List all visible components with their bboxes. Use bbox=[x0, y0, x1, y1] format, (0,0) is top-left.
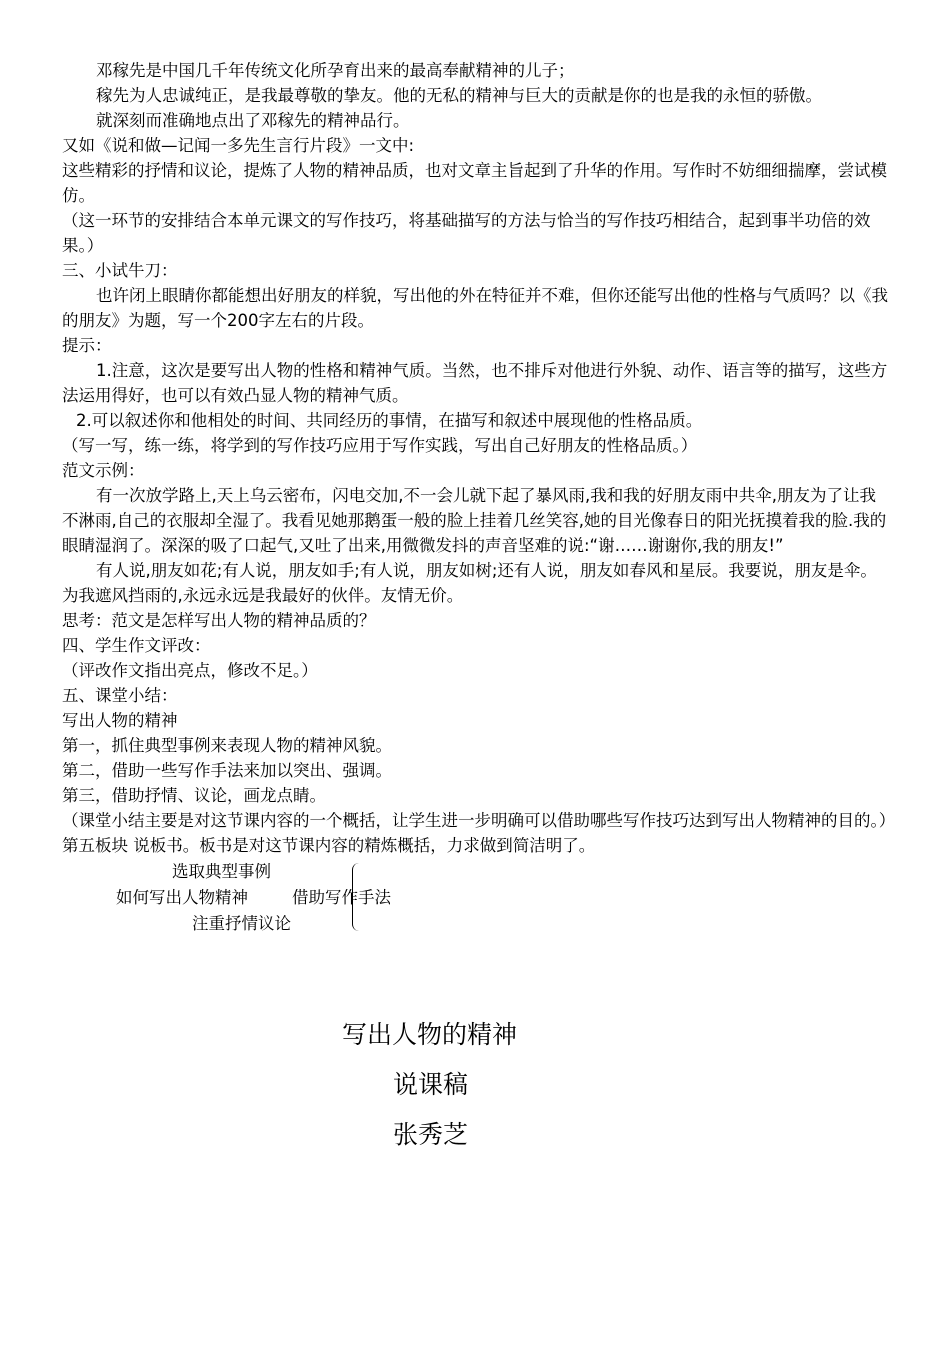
paragraph: 稼先为人忠诚纯正，是我最尊敬的挚友。他的无私的精神与巨大的贡献是你的也是我的永恒的骄傲。 bbox=[96, 86, 822, 105]
paragraph: 第一，抓住典型事例来表现人物的精神风貌。 bbox=[62, 736, 392, 755]
paragraph: 有一次放学路上,天上乌云密布，闪电交加,不一会儿就下起了暴风雨,我和我的好朋友雨中共伞,朋友为了让我不淋雨,自己的衣服却全湿了。我看见她那鹅蛋一般的脸上挂着几丝笑容,她的目光像春日的阳光抚摸着我的脸.我的眼睛湿润了。深深的吸了口起气,又吐了出来,用微微发抖的声音坚难的说:“谢……谢谢你,我的朋友!” bbox=[62, 486, 887, 555]
paragraph: 第五板块 说板书。板书是对这节课内容的精炼概括，力求做到简洁明了。 bbox=[62, 836, 596, 855]
board-item: 借助写作手法 bbox=[292, 888, 391, 907]
paragraph: 第二，借助一些写作手法来加以突出、强调。 bbox=[62, 761, 392, 780]
paragraph: （写一写，练一练，将学到的写作技巧应用于写作实践，写出自己好朋友的性格品质。） bbox=[62, 436, 698, 455]
section-heading: 五、课堂小结： bbox=[62, 686, 178, 705]
list-item: 2.可以叙述你和他相处的时间、共同经历的事情，在描写和叙述中展现他的性格品质。 bbox=[76, 411, 703, 430]
paragraph: 第三，借助抒情、议论，画龙点睛。 bbox=[62, 786, 326, 805]
section-heading: 三、小试牛刀： bbox=[62, 261, 178, 280]
section-heading: 四、学生作文评改： bbox=[62, 636, 211, 655]
paragraph: 思考：范文是怎样写出人物的精神品质的？ bbox=[62, 611, 376, 630]
paragraph: 又如《说和做—记闻一多先生言行片段》一文中: bbox=[62, 136, 415, 155]
board-center: 如何写出人物精神 bbox=[116, 888, 248, 907]
document-body bbox=[62, 58, 896, 939]
board-item: 注重抒情议论 bbox=[192, 914, 291, 933]
blackboard-outline bbox=[62, 859, 892, 939]
paragraph: （评改作文指出亮点，修改不足。） bbox=[62, 661, 318, 680]
paragraph: 邓稼先是中国几千年传统文化所孕育出来的最高奉献精神的儿子； bbox=[96, 61, 575, 80]
list-item: 1.注意，这次是要写出人物的性格和精神气质。当然，也不排斥对他进行外貌、动作、语言等的描写，这些方法运用得好，也可以有效凸显人物的精神气质。 bbox=[62, 361, 888, 405]
paragraph: （这一环节的安排结合本单元课文的写作技巧，将基础描写的方法与恰当的写作技巧相结合，起到事半功倍的效果。） bbox=[62, 211, 871, 255]
cover-subtitle: 说课稿 bbox=[393, 1070, 469, 1099]
paragraph: 范文示例： bbox=[62, 461, 145, 480]
paragraph: 写出人物的精神 bbox=[62, 711, 178, 730]
cover-author: 张秀芝 bbox=[393, 1120, 469, 1149]
paragraph: 提示： bbox=[62, 336, 112, 355]
paragraph: 这些精彩的抒情和议论，提炼了人物的精神品质，也对文章主旨起到了升华的作用。写作时不妨细细揣摩，尝试模仿。 bbox=[62, 161, 887, 205]
paragraph: 也许闭上眼睛你都能想出好朋友的样貌，写出他的外在特征并不难，但你还能写出他的性格与气质吗？以《我的朋友》为题，写一个200字左右的片段。 bbox=[62, 286, 888, 330]
paragraph: 就深刻而准确地点出了邓稼先的精神品行。 bbox=[96, 111, 410, 130]
cover-title: 写出人物的精神 bbox=[342, 1020, 518, 1049]
paragraph: （课堂小结主要是对这节课内容的一个概括，让学生进一步明确可以借助哪些写作技巧达到写出人物精神的目的。） bbox=[62, 811, 896, 830]
paragraph: 有人说,朋友如花;有人说，朋友如手;有人说，朋友如树;还有人说，朋友如春风和星辰。我要说，朋友是伞。为我遮风挡雨的,永远永远是我最好的伙伴。友情无价。 bbox=[62, 561, 877, 605]
board-item: 选取典型事例 bbox=[172, 862, 271, 881]
